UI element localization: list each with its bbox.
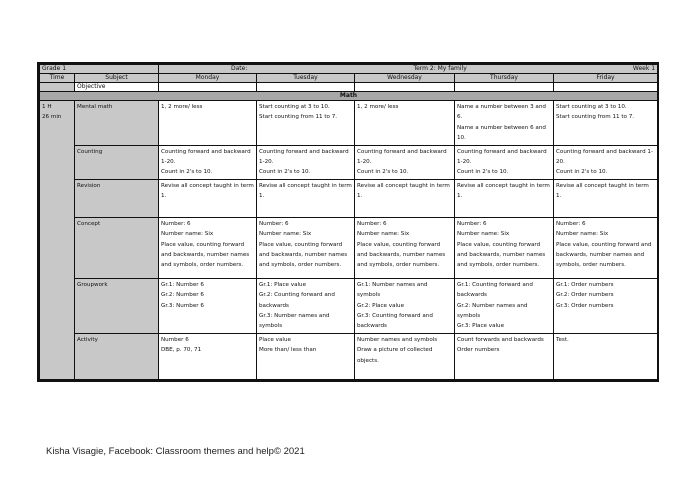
plan-cell <box>554 101 658 146</box>
header-row <box>40 65 658 74</box>
time-slot-cell <box>40 101 75 380</box>
plan-cell <box>355 101 455 146</box>
plan-cell <box>455 278 554 333</box>
time-slot-line: 26 min <box>42 114 62 121</box>
plan-cell <box>257 179 355 217</box>
date-label: Date: <box>231 65 248 72</box>
plan-cell <box>257 333 355 379</box>
plan-cell-line: Gr.1: Order numbers <box>556 281 614 288</box>
plan-cell <box>455 145 554 179</box>
day-header-thursday: Thursday <box>455 74 554 83</box>
plan-cell <box>159 101 257 146</box>
table-row <box>40 278 658 333</box>
day-header-friday: Friday <box>554 74 658 83</box>
term-label: Term 2: My family <box>413 65 467 72</box>
plan-cell-line: Place value, counting forward and backwards, number names and symbols, order numbers. <box>357 241 446 269</box>
plan-cell-line: Count in 2's to 10. <box>161 169 213 176</box>
subject-cell: Groupwork <box>75 278 159 333</box>
plan-cell-line: Counting forward and backward 1-20. <box>556 148 653 166</box>
plan-cell-line: Number name: Six <box>556 231 609 238</box>
plan-cell <box>554 179 658 217</box>
plan-cell-line: Count forwards and backwards <box>457 336 544 343</box>
objective-cell <box>257 83 355 92</box>
plan-cell-line: Number: 6 <box>357 220 387 227</box>
plan-cell-line: Gr.2: Place value <box>357 302 405 309</box>
plan-cell-line: Number: 6 <box>161 220 191 227</box>
plan-cell <box>159 179 257 217</box>
plan-cell-line: Gr.1: Place value <box>259 281 307 288</box>
plan-cell <box>455 179 554 217</box>
plan-cell-line: Place value, counting forward and backwards, number names and symbols, order numbers. <box>457 241 546 269</box>
subject-cell: Mental math <box>75 101 159 146</box>
table-row <box>40 217 658 278</box>
plan-cell-line: Gr.3: Number names and symbols <box>259 313 330 330</box>
plan-cell-line: Number: 6 <box>259 220 289 227</box>
plan-cell-line: 1, 2 more/ less <box>357 104 399 110</box>
table-row <box>40 101 658 146</box>
footer-credit: Kisha Visagie, Facebook: Classroom themes and help© 2021 <box>46 446 305 457</box>
plan-cell <box>257 145 355 179</box>
day-header-tuesday: Tuesday <box>257 74 355 83</box>
plan-cell <box>257 278 355 333</box>
plan-cell-line: Place value, counting forward and backwards, number names and symbols, order numbers. <box>259 241 348 269</box>
plan-cell <box>159 333 257 379</box>
plan-cell-line: Counting forward and backward 1-20. <box>259 148 349 166</box>
plan-cell <box>554 278 658 333</box>
plan-cell <box>455 217 554 278</box>
plan-cell <box>455 333 554 379</box>
plan-cell <box>355 145 455 179</box>
grade-label: Grade 1 <box>40 65 159 74</box>
plan-cell <box>159 145 257 179</box>
plan-cell-line: Counting forward and backward 1-20. <box>161 148 251 166</box>
subject-cell: Concept <box>75 217 159 278</box>
plan-cell-line: Number: 6 <box>457 220 487 227</box>
plan-cell-line: Place value <box>259 336 291 343</box>
plan-cell-line: 1, 2 more/ less <box>161 104 203 110</box>
plan-cell-line: Order numbers <box>457 347 500 354</box>
objective-cell <box>159 83 257 92</box>
plan-cell-line: Number name: Six <box>161 231 214 238</box>
plan-cell-line: Count in 2's to 10. <box>556 169 608 176</box>
day-header-monday: Monday <box>159 74 257 83</box>
lesson-plan-table <box>39 64 658 380</box>
objective-cell <box>355 83 455 92</box>
plan-cell-line: Revise all concept taught in term 1. <box>357 182 450 200</box>
plan-cell <box>554 333 658 379</box>
plan-cell <box>554 217 658 278</box>
objective-row <box>40 83 658 92</box>
subject-cell: Revision <box>75 179 159 217</box>
lesson-plan-sheet <box>37 62 659 382</box>
plan-cell-line: Revise all concept taught in term 1. <box>161 182 254 200</box>
plan-cell-line: Gr.1: Number names and symbols <box>357 281 428 299</box>
plan-cell-line: Start counting at 3 to 10. <box>259 104 330 110</box>
plan-cell-line: Gr.1: Number 6 <box>161 281 204 288</box>
objective-label: Objective <box>75 83 159 92</box>
plan-cell-line: Count in 2's to 10. <box>259 169 311 176</box>
plan-cell <box>455 101 554 146</box>
plan-cell-line: Counting forward and backward 1-20. <box>457 148 547 166</box>
objective-cell <box>554 83 658 92</box>
plan-cell-line: Revise all concept taught in term 1. <box>556 182 649 200</box>
plan-cell-line: Gr.2: Order numbers <box>556 292 614 299</box>
header-info <box>159 65 658 74</box>
plan-cell-line: Name a number between 3 and 6. <box>457 104 546 121</box>
table-row <box>40 333 658 379</box>
plan-cell-line: Name a number between 6 and 10. <box>457 124 546 142</box>
plan-cell <box>355 333 455 379</box>
plan-cell <box>159 278 257 333</box>
plan-cell-line: Count in 2's to 10. <box>357 169 409 176</box>
plan-cell-line: Gr.3: Counting forward and backwards <box>357 313 433 330</box>
plan-cell <box>554 145 658 179</box>
table-row <box>40 145 658 179</box>
time-slot-line: 1 H <box>42 104 52 110</box>
plan-cell-line: Revise all concept taught in term 1. <box>259 182 352 200</box>
plan-cell-line: Start counting from 11 to 7. <box>259 114 338 121</box>
plan-cell-line: Number names and symbols <box>357 336 438 343</box>
plan-cell-line: Number name: Six <box>259 231 312 238</box>
column-header-row <box>40 74 658 83</box>
plan-cell-line: Place value, counting forward and backwards, number names and symbols, order numbers. <box>161 241 250 269</box>
plan-cell-line: Number name: Six <box>357 231 410 238</box>
plan-cell-line: Counting forward and backward 1-20. <box>357 148 447 166</box>
plan-cell-line: Gr.1: Counting forward and backwards <box>457 281 533 299</box>
plan-cell-line: Gr.2: Number names and symbols <box>457 302 528 320</box>
plan-cell-line: DBE, p. 70, 71 <box>161 347 202 354</box>
time-header: Time <box>40 74 75 83</box>
plan-cell-line: Count in 2's to 10. <box>457 169 509 176</box>
plan-cell <box>355 217 455 278</box>
plan-cell-line: Place value, counting forward and backwards, number names and symbols, order numbers. <box>556 241 652 269</box>
plan-cell <box>257 101 355 146</box>
plan-cell-line: Start counting from 11 to 7. <box>556 114 635 121</box>
subject-cell: Activity <box>75 333 159 379</box>
plan-cell <box>355 278 455 333</box>
plan-cell-line: More than/ less than <box>259 347 317 354</box>
plan-cell-line: Gr.2: Counting forward and backwards <box>259 292 335 309</box>
plan-cell-line: Revise all concept taught in term 1. <box>457 182 550 200</box>
subject-header: Subject <box>75 74 159 83</box>
plan-cell <box>159 217 257 278</box>
plan-cell-line: Gr.3: Place value <box>457 323 505 330</box>
objective-cell <box>455 83 554 92</box>
plan-cell-line: Start counting at 3 to 10. <box>556 104 627 110</box>
plan-cell-line: Test. <box>556 336 569 343</box>
plan-cell-line: Number name: Six <box>457 231 510 238</box>
plan-cell-line: Gr.3: Number 6 <box>161 302 204 309</box>
section-title: Math <box>40 92 658 101</box>
plan-cell-line: Gr.2: Number 6 <box>161 292 204 299</box>
subject-cell: Counting <box>75 145 159 179</box>
plan-cell-line: Number 6 <box>161 336 189 343</box>
plan-cell <box>257 217 355 278</box>
week-label: Week 1 <box>632 65 656 72</box>
plan-cell-line: Gr.3: Order numbers <box>556 302 614 309</box>
plan-cell <box>355 179 455 217</box>
plan-cell-line: Draw a picture of collected objects. <box>357 347 433 364</box>
day-header-wednesday: Wednesday <box>355 74 455 83</box>
section-row <box>40 92 658 101</box>
table-row <box>40 179 658 217</box>
plan-cell-line: Number: 6 <box>556 220 586 227</box>
